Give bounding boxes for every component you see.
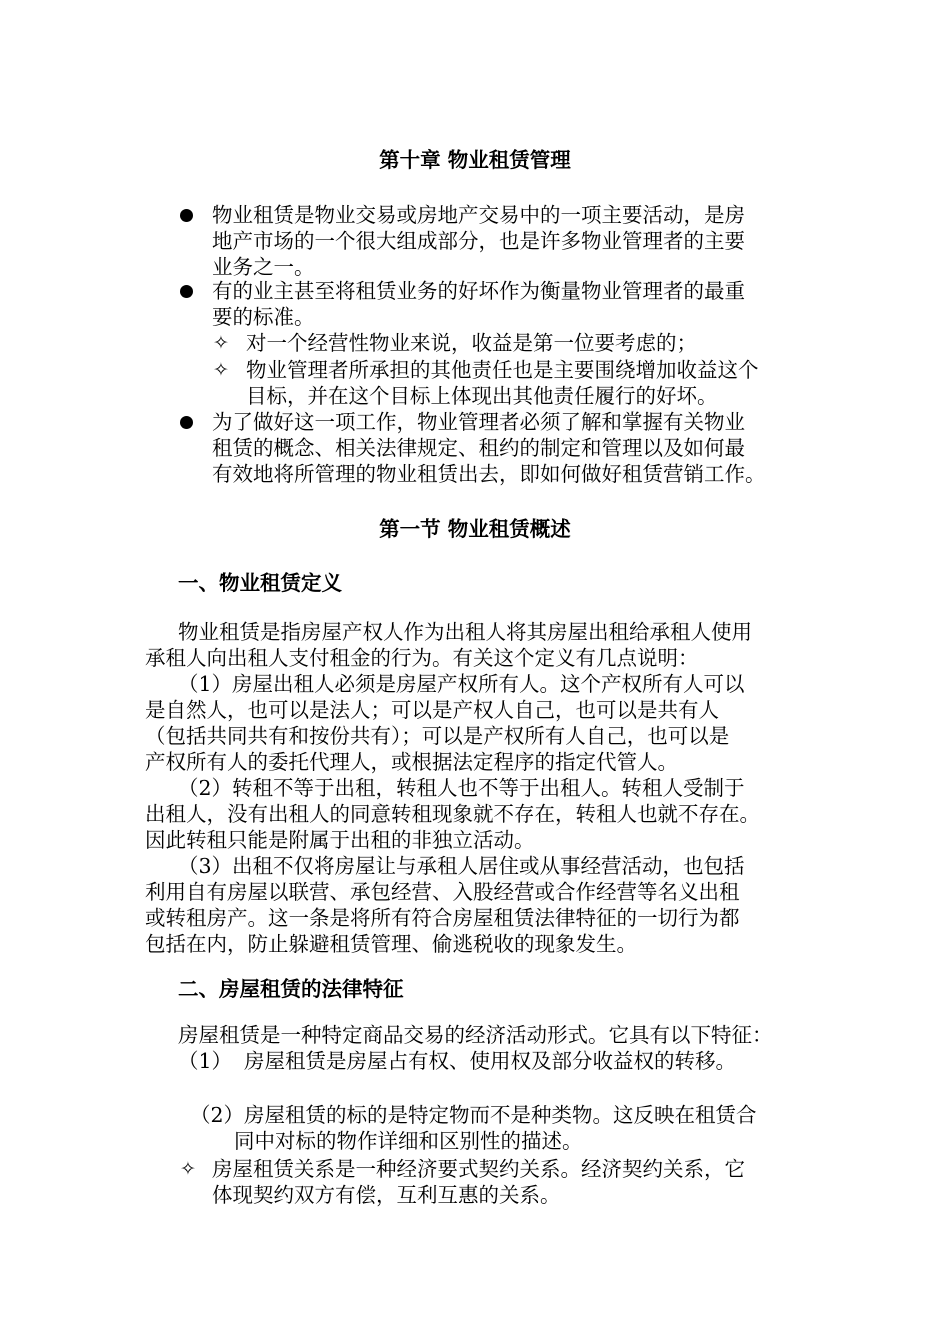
- point-3-line-3: 或转租房产。这一条是将所有符合房屋租赁法律特征的一切行为都: [145, 906, 740, 930]
- bullet-3-line-2: 租赁的概念、相关法律规定、租约的制定和管理以及如何最: [212, 436, 745, 460]
- point-1-line-3: （包括共同共有和按份共有）；可以是产权所有人自己，也可以是: [145, 724, 730, 748]
- sub-item-2-line-2: 目标，并在这个目标上体现出其他责任履行的好坏。: [246, 384, 718, 408]
- feature-2-marker: （2）: [190, 1103, 245, 1127]
- point-3-line-1: （3）出租不仅将房屋让与承租人居住或从事经营活动，也包括: [178, 854, 745, 878]
- bullet-1-line-3: 业务之一。: [212, 255, 315, 279]
- subsection-2-heading: 二、房屋租赁的法律特征: [178, 977, 404, 1001]
- feature-1-text: 房屋租赁是房屋占有权、使用权及部分收益权的转移。: [244, 1049, 736, 1073]
- bullet-1-line-1: 物业租赁是物业交易或房地产交易中的一项主要活动，是房: [212, 203, 745, 227]
- chapter-title: 第十章 物业租赁管理: [379, 148, 571, 172]
- point-2-line-1: （2）转租不等于出租，转租人也不等于出租人。转租人受制于: [178, 776, 745, 800]
- subsection-1-heading: 一、物业租赁定义: [178, 571, 342, 595]
- point-2-line-2: 出租人，没有出租人的同意转租现象就不存在，转租人也就不存在。: [145, 802, 760, 826]
- point-1-line-4: 产权所有人的委托代理人，或根据法定程序的指定代管人。: [145, 750, 678, 774]
- bullet-3-line-1: 为了做好这一项工作，物业管理者必须了解和掌握有关物业: [212, 410, 745, 434]
- bullet-dot-icon: [180, 209, 193, 222]
- point-2-line-3: 因此转租只能是附属于出租的非独立活动。: [145, 828, 535, 852]
- bullet-2-line-2: 要的标准。: [212, 305, 315, 329]
- feature-3-line-1: 房屋租赁关系是一种经济要式契约关系。经济契约关系，它: [212, 1157, 745, 1181]
- point-1-line-2: 是自然人，也可以是法人；可以是产权人自己，也可以是共有人: [145, 698, 719, 722]
- bullet-2-line-1: 有的业主甚至将租赁业务的好坏作为衡量物业管理者的最重: [212, 279, 745, 303]
- point-3-line-2: 利用自有房屋以联营、承包经营、入股经营或合作经营等名义出租: [145, 880, 740, 904]
- feature-3-line-2: 体现契约双方有偿，互利互惠的关系。: [212, 1183, 561, 1207]
- diamond-bullet-icon: ✧: [213, 359, 229, 381]
- definition-line-1: 物业租赁是指房屋产权人作为出租人将其房屋出租给承租人使用: [178, 620, 752, 644]
- point-3-line-4: 包括在内，防止躲避租赁管理、偷逃税收的现象发生。: [145, 932, 637, 956]
- diamond-bullet-icon: ✧: [213, 332, 229, 354]
- point-1-line-1: （1）房屋出租人必须是房屋产权所有人。这个产权所有人可以: [178, 672, 745, 696]
- sub-item-2-line-1: 物业管理者所承担的其他责任也是主要围绕增加收益这个: [246, 358, 759, 382]
- definition-line-2: 承租人向出租人支付租金的行为。有关这个定义有几点说明：: [145, 646, 699, 670]
- section-title: 第一节 物业租赁概述: [379, 517, 571, 541]
- diamond-bullet-icon: ✧: [180, 1158, 196, 1180]
- bullet-dot-icon: [180, 285, 193, 298]
- bullet-dot-icon: [180, 416, 193, 429]
- bullet-3-line-3: 有效地将所管理的物业租赁出去，即如何做好租赁营销工作。: [212, 462, 766, 486]
- bullet-1-line-2: 地产市场的一个很大组成部分，也是许多物业管理者的主要: [212, 229, 745, 253]
- features-intro: 房屋租赁是一种特定商品交易的经济活动形式。它具有以下特征：: [178, 1023, 773, 1047]
- sub-item-1-line-1: 对一个经营性物业来说，收益是第一位要考虑的；: [246, 331, 697, 355]
- feature-1-marker: （1）: [178, 1049, 233, 1073]
- feature-2-line-1: 房屋租赁的标的是特定物而不是种类物。这反映在租赁合: [244, 1103, 757, 1127]
- feature-2-line-2: 同中对标的物作详细和区别性的描述。: [234, 1129, 583, 1153]
